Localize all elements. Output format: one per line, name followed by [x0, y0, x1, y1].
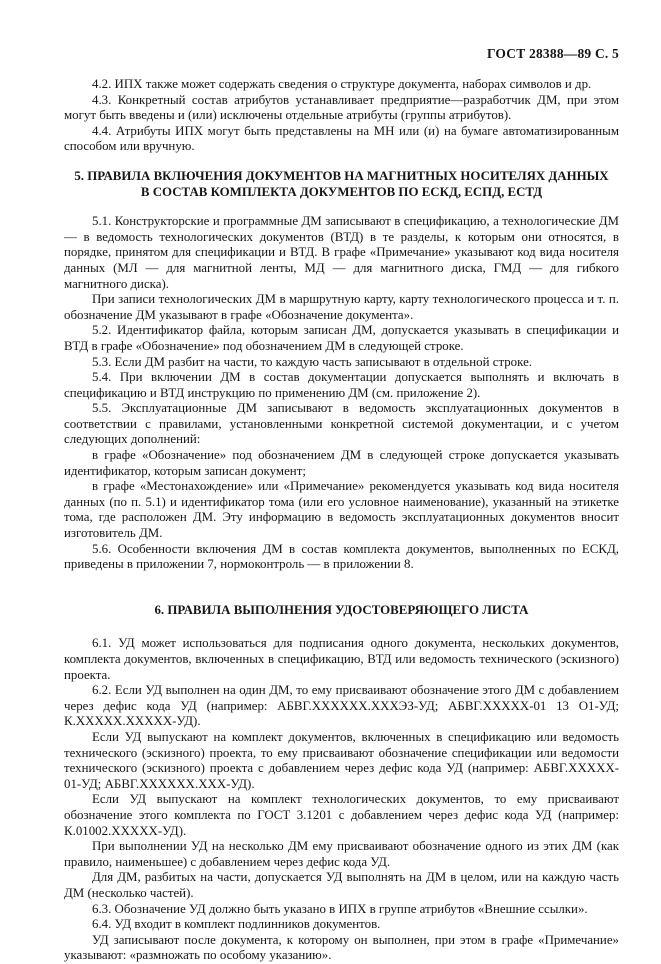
paragraph: При записи технологических ДМ в маршрутную карту, карту технологического процесса и т. п. обозначение ДМ указывают в графе «Обозначение документа».	[64, 292, 619, 322]
section-heading-line: 5. ПРАВИЛА ВКЛЮЧЕНИЯ ДОКУМЕНТОВ НА МАГНИТНЫХ НОСИТЕЛЯХ ДАННЫХ	[74, 168, 609, 183]
section-heading-line: В СОСТАВ КОМПЛЕКТА ДОКУМЕНТОВ ПО ЕСКД, ЕСПД, ЕСТД	[140, 184, 543, 199]
paragraph: 6.1. УД может использоваться для подписания одного документа, нескольких документов, комплекта документов, включенных в спецификацию, ВТД или ведомость технического (эскизного) проекта.	[64, 636, 619, 682]
paragraph: При выполнении УД на несколько ДМ ему присваивают обозначение одного из этих ДМ (как правило, наименьшее) с добавлением через дефис кода УД.	[64, 839, 619, 869]
paragraph: 5.3. Если ДМ разбит на части, то каждую часть записывают в отдельной строке.	[92, 354, 533, 369]
paragraph: УД записывают после документа, к которому он выполнен, при этом в графе «Примечание» указывают: «размножать по особому указанию».	[64, 932, 619, 963]
paragraph: 5.4. При включении ДМ в состав документации допускается выполнять и включать в спецификацию и ВТД инструкцию по применению ДМ (см. приложение 2).	[64, 370, 619, 400]
paragraph: 5.2. Идентификатор файла, которым записан ДМ, допускается указывать в спецификации и ВТД в графе «Обозначение» под обозначением ДМ в следующей строке.	[64, 323, 619, 353]
section-heading-line: 6. ПРАВИЛА ВЫПОЛНЕНИЯ УДОСТОВЕРЯЮЩЕГО ЛИСТА	[154, 602, 529, 617]
section-heading	[64, 169, 619, 200]
paragraph: Если УД выпускают на комплект документов, включенных в спецификацию или ведомость технического (эскизного) проекта, то ему присваивают обозначение спецификации или ведомости технического (эскизного) проекта с добавлением через дефис кода УД (например: АБВГ.XXXXX-01-УД; АБВГ.XXXXXX.XXX-УД).	[64, 729, 619, 791]
paragraph: в графе «Местонахождение» или «Примечание» рекомендуется указывать код вида носителя данных (по п. 5.1) и идентификатор тома (или его условное наименование), указанный на этикетке тома, где расположен ДМ. Эту информацию в ведомость эксплуатационных документов вносит изготовитель ДМ.	[64, 479, 619, 541]
section-heading	[64, 603, 619, 619]
paragraph: Для ДМ, разбитых на части, допускается УД выполнять на ДМ в целом, или на каждую часть ДМ (несколько частей).	[64, 870, 619, 900]
paragraph: 6.4. УД входит в комплект подлинников документов.	[92, 917, 381, 932]
paragraph: 6.3. Обозначение УД должно быть указано в ИПХ в группе атрибутов «Внешние ссылки».	[92, 901, 588, 916]
paragraph: в графе «Обозначение» под обозначением ДМ в следующей строке допускается указывать идентификатор, которым записан документ;	[64, 448, 619, 478]
page-header: ГОСТ 28388—89 С. 5	[486, 46, 619, 61]
paragraph: 5.1. Конструкторские и программные ДМ записывают в спецификацию, а технологические ДМ — в ведомость технологических документов (ВТД) в те разделы, к которым они относятся, в порядке, принятом для спецификации и ВТД. В графе «Примечание» указывают код вида носителя данных (МЛ — для магнитной ленты, МД — для магнитного диска, ГМД — для гибкого магнитного диска).	[64, 214, 619, 291]
paragraph: 5.5. Эксплуатационные ДМ записывают в ведомость эксплуатационных документов в соответствии с правилами, установленными конкретной системой документации, и с учетом следующих дополнений:	[64, 401, 619, 447]
paragraph: 4.4. Атрибуты ИПХ могут быть представлены на МН или (и) на бумаге автоматизированным способом или вручную.	[64, 123, 619, 154]
paragraph: 5.6. Особенности включения ДМ в состав комплекта документов, выполненных по ЕСКД, приведены в приложении 7, нормоконтроль — в приложении 8.	[64, 541, 619, 572]
paragraph: 6.2. Если УД выполнен на один ДМ, то ему присваивают обозначение этого ДМ с добавлением через дефис кода УД (например: АБВГ.XXXXXX.XXXЭЗ-УД; АБВГ.XXXXX-01 13 О1-УД; К.XXXXX.XXXXX-УД).	[64, 683, 619, 729]
paragraph: 4.2. ИПХ также может содержать сведения о структуре документа, наборах символов и др.	[92, 77, 592, 91]
document-body	[64, 77, 619, 964]
paragraph: Если УД выпускают на комплект технологических документов, то ему присваивают обозначение этого комплекта по ГОСТ 3.1201 с добавлением через дефис кода УД (например: К.01002.XXXXX-УД).	[64, 792, 619, 838]
paragraph: 4.3. Конкретный состав атрибутов устанавливает предприятие—разработчик ДМ, при этом могут быть введены и (или) исключены отдельные атрибуты (группы атрибутов).	[64, 92, 619, 123]
